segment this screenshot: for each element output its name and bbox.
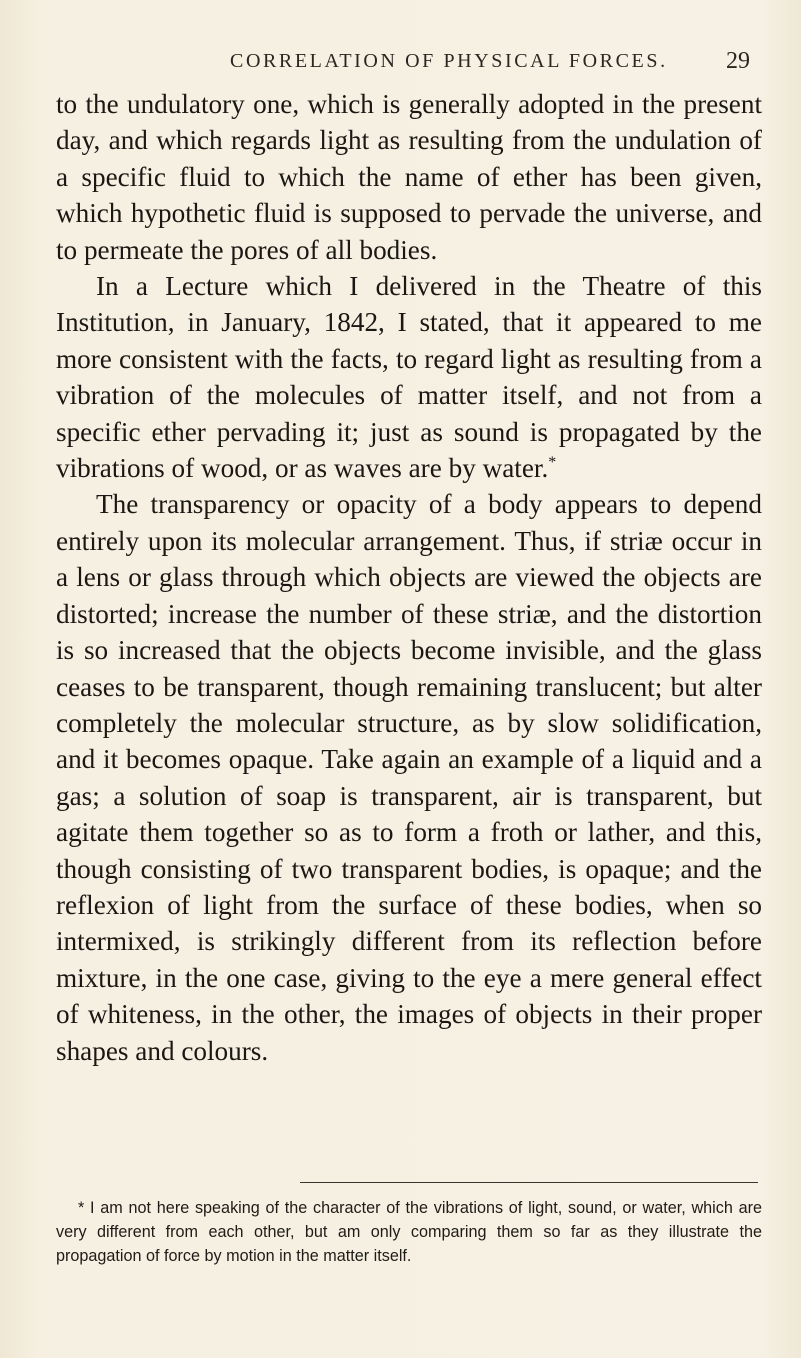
running-title: CORRELATION OF PHYSICAL FORCES. [230,50,668,72]
running-head [90,48,750,82]
body-text [56,86,762,1069]
footnote-text: * I am not here speaking of the character of the vibrations of light, sound, or water, which are very different from each other, but am only comparing them so far as they illustrate the propagation of force by motion in the matter itself. [56,1199,762,1265]
page-number: 29 [726,48,750,74]
paragraph-1: to the undulatory one, which is generally adopted in the present day, and which regards light as resulting from the undulation of a specific fluid to which the name of ether has been given, which hypothetic fluid is supposed to pervade the universe, and to permeate the pores of all bodies. [56,89,762,265]
footnote-rule [300,1182,758,1183]
paragraph-2 [56,268,762,486]
paragraph-2-text: In a Lecture which I delivered in the Theatre of this Institution, in January, 1842, I stated, that it appeared to me more consistent with the facts, to regard light as resulting from a vibration of the molecules of matter itself, and not from a specific ether pervading it; just as sound is propagated by the vibrations of wood, or as waves are by water. [56,271,762,484]
footnote [56,1196,762,1268]
paragraph-3: The transparency or opacity of a body appears to depend entirely upon its molecular arrangement. Thus, if striæ occur in a lens or glass through which objects are viewed the objects are distorted; increase the number of these striæ, and the distortion is so increased that the objects become invisible, and the glass ceases to be transparent, though remaining translucent; but alter completely the molecular structure, as by slow solidification, and it becomes opaque. Take again an example of a liquid and a gas; a solution of soap is transparent, air is transparent, but agitate them together so as to form a froth or lather, and this, though consisting of two transparent bodies, is opaque; and the reflexion of light from the surface of these bodies, when so intermixed, is strikingly different from its reflection before mixture, in the one case, giving to the eye a mere general effect of whiteness, in the other, the images of objects in their proper shapes and colours. [56,489,762,1066]
footnote-reference: * [548,454,557,471]
